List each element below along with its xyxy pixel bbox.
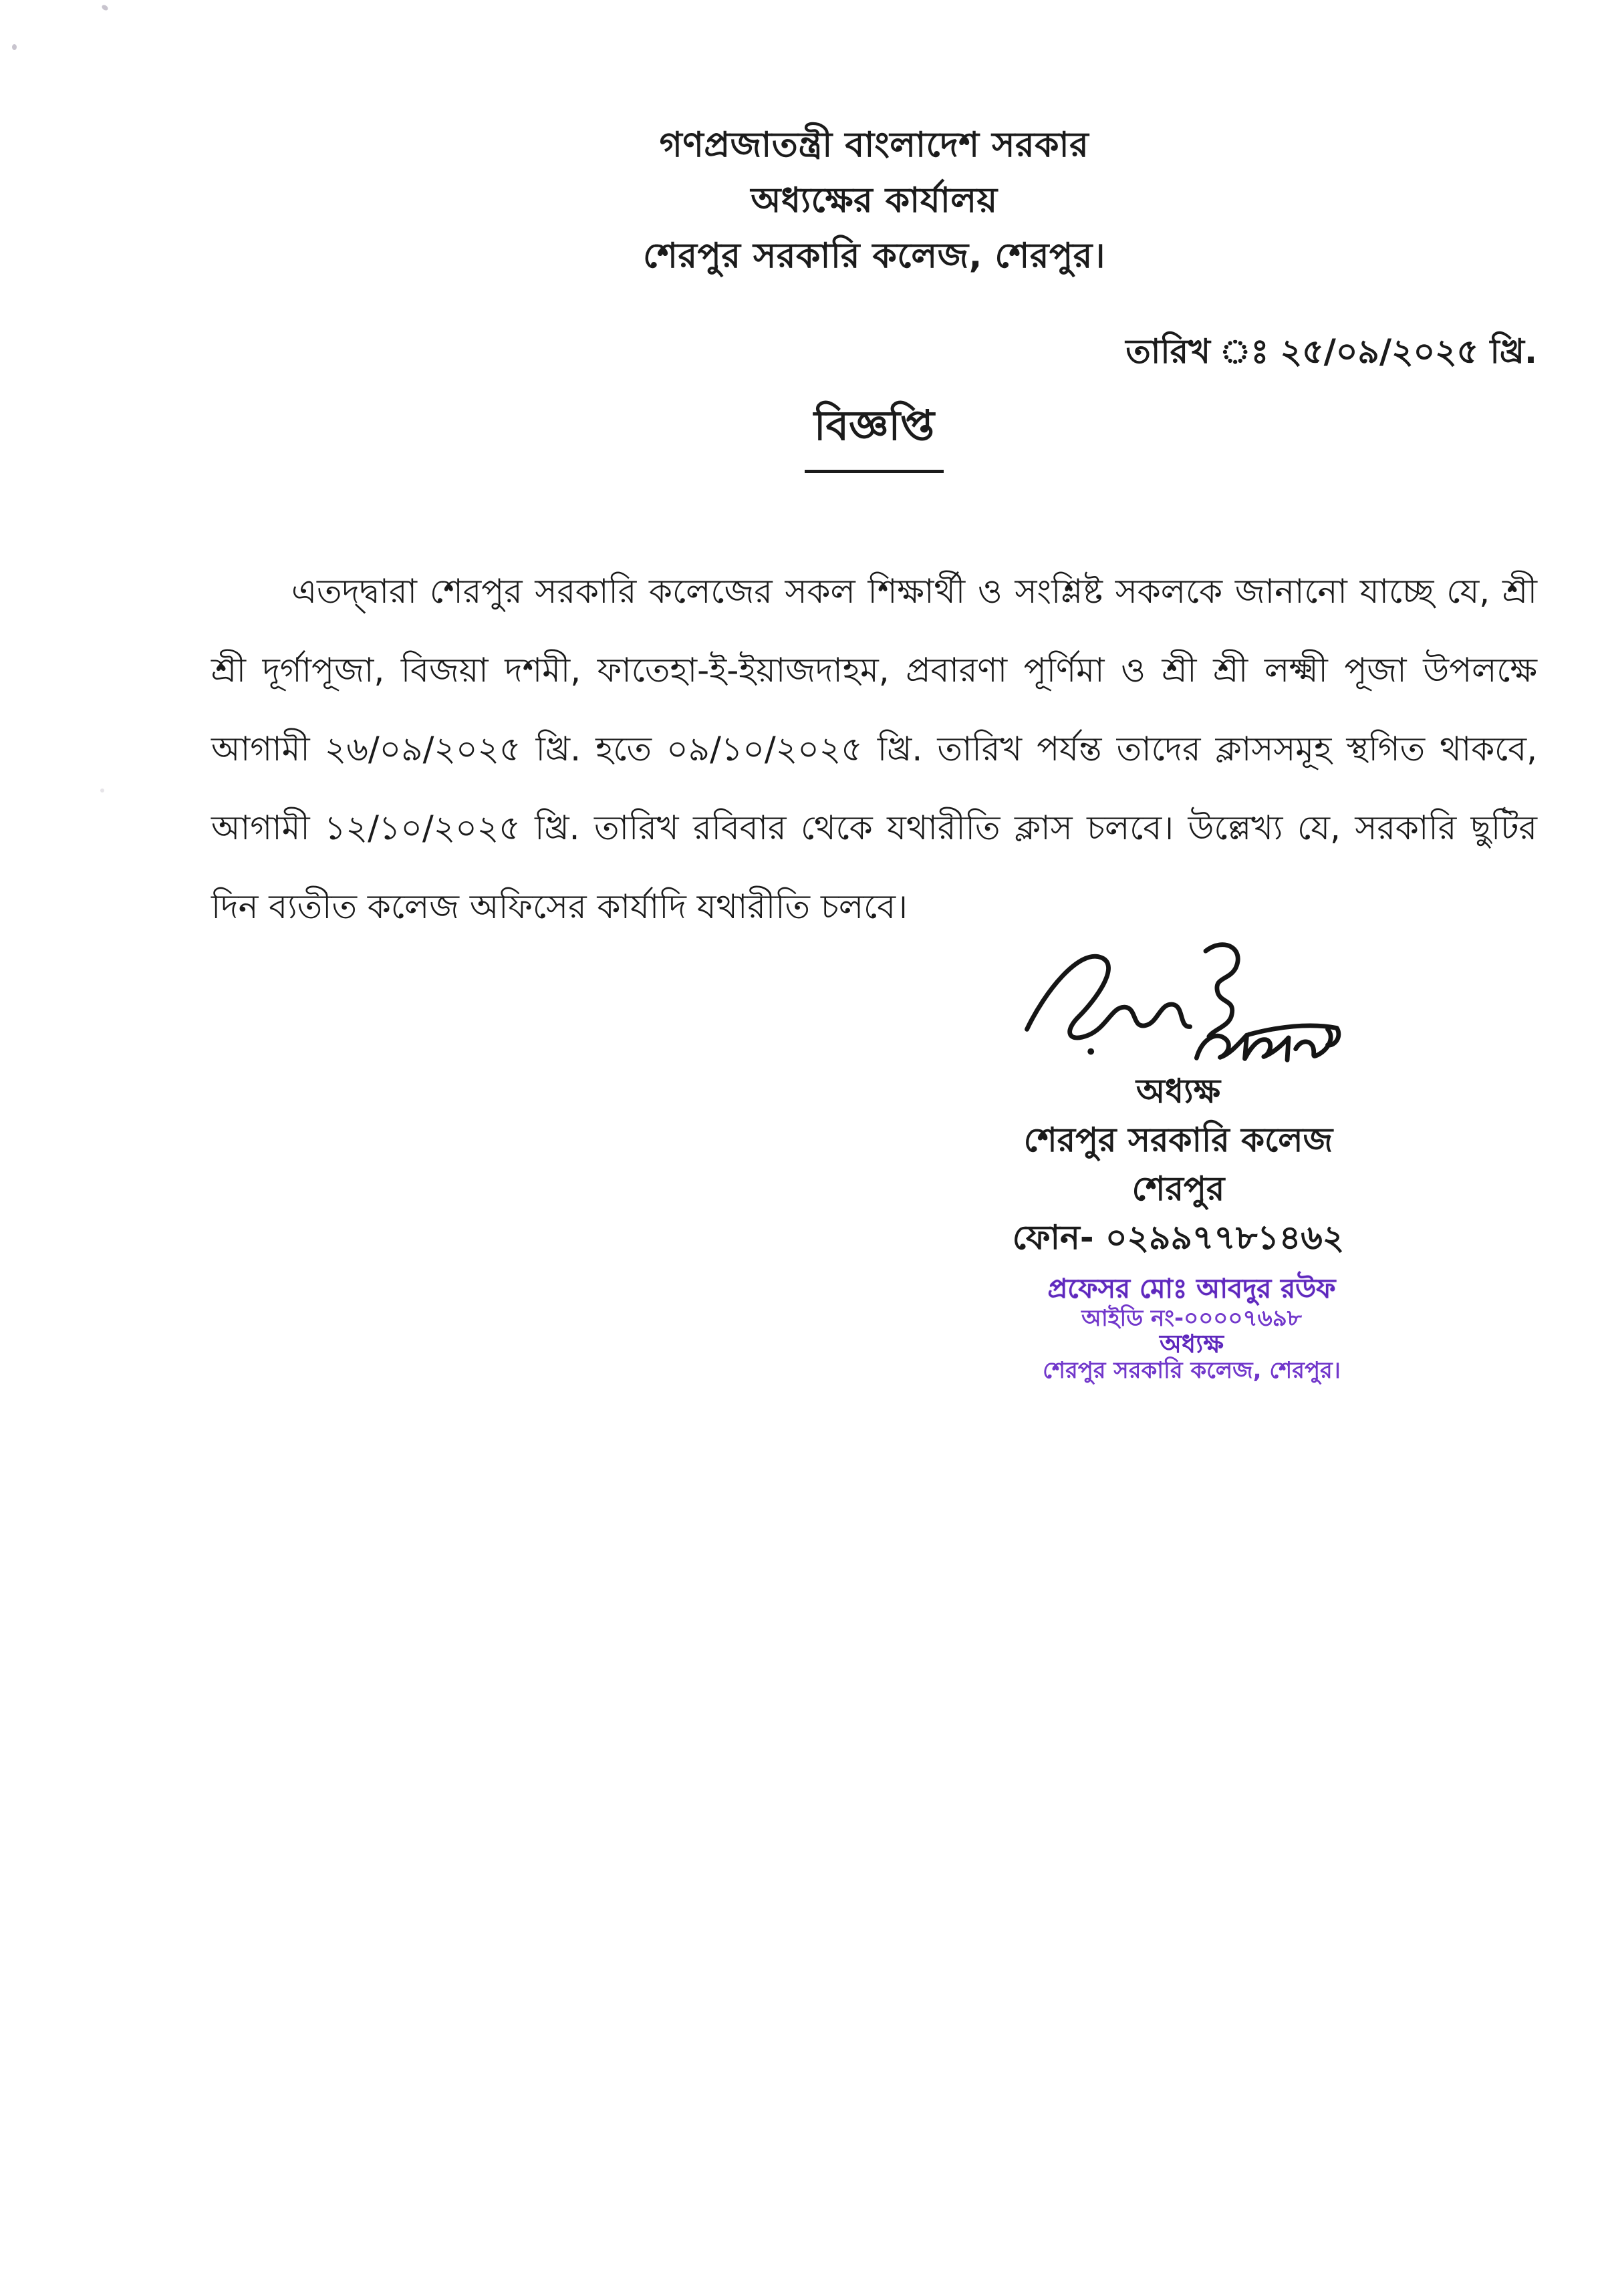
scan-speck [100, 788, 104, 793]
notice-body: এতদ্দ্বারা শেরপুর সরকারি কলেজের সকল শিক্ষার্থী ও সংশ্লিষ্ট সকলকে জানানো যাচ্ছে যে, শ্রী শ্রী দূর্গাপূজা, বিজয়া দশমী, ফাতেহা-ই-ইয়াজদাহম, প্রবারণা পূর্ণিমা ও শ্রী শ্রী লক্ষ্মী পূজা উপলক্ষে আগামী ২৬/০৯/২০২৫ খ্রি. হতে ০৯/১০/২০২৫ খ্রি. তারিখ পর্যন্ত তাদের ক্লাসসমূহ স্থগিত থাকবে, আগামী ১২/১০/২০২৫ খ্রি. তারিখ রবিবার থেকে যথারীতি ক্লাস চলবে। উল্লেখ্য যে, সরকারি ছুটির দিন ব্যতীত কলেজ অফিসের কার্যাদি যথারীতি চলবে। [211, 572, 1537, 926]
college-name: শেরপুর সরকারি কলেজ, শেরপুর। [643, 236, 1105, 276]
signatory-location: শেরপুর [1131, 1169, 1225, 1208]
notice-title: বিজ্ঞপ্তি [805, 394, 944, 473]
scan-speck [101, 4, 109, 11]
stamp-designation: অধ্যক্ষ [1159, 1329, 1224, 1358]
signatory-phone: ফোন- ০২৯৯৭৭৮১৪৬২ [1012, 1218, 1345, 1257]
government-name: গণপ্রজাতন্ত্রী বাংলাদেশ সরকার [659, 125, 1089, 165]
signatory-organization: শেরপুর সরকারি কলেজ [1023, 1121, 1333, 1159]
office-stamp [974, 1273, 1409, 1385]
date-line: তারিখ ঃ ২৫/০৯/২০২৫ খ্রি. [1125, 332, 1537, 371]
letter-content [211, 0, 1537, 946]
letterhead [211, 118, 1537, 284]
stamp-name: প্রফেসর মোঃ আবদুর রউফ [1047, 1274, 1336, 1304]
stamp-id: আইডি নং-০০০০৭৬৯৮ [1081, 1305, 1302, 1332]
signature-block [961, 930, 1395, 1385]
scan-speck [12, 44, 17, 50]
notice-title-wrap [211, 394, 1537, 473]
signatory-designation: অধ্যক্ষ [1135, 1072, 1221, 1111]
office-name: অধ্যক্ষের কার্যালয় [751, 180, 998, 221]
stamp-organization: শেরপুর সরকারি কলেজ, শেরপুর। [1043, 1357, 1341, 1384]
handwritten-signature-icon [1015, 930, 1342, 1067]
